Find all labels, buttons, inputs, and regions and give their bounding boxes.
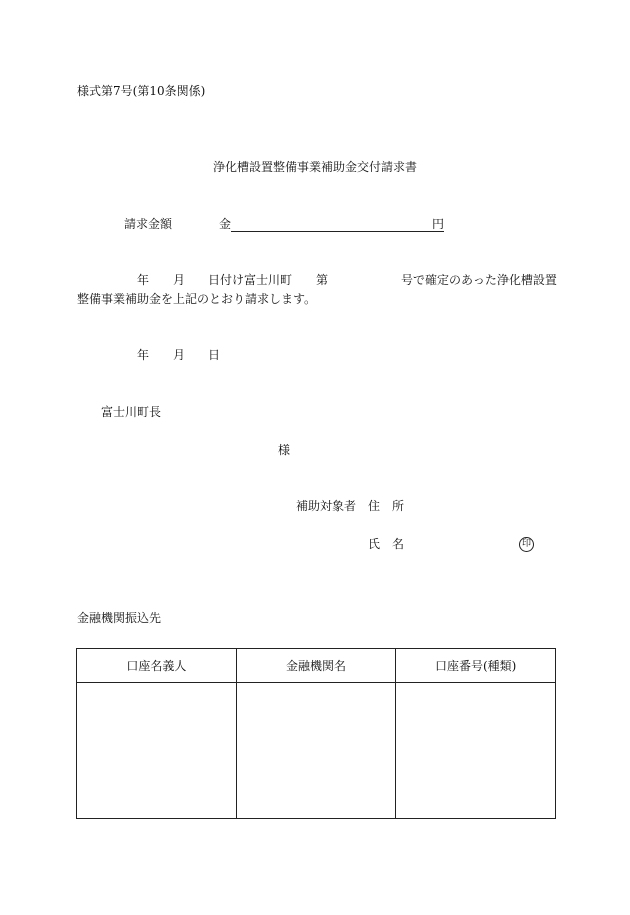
amount-label: 請求金額 [124,217,173,231]
bank-transfer-table [76,648,556,819]
date-year: 年 [137,348,150,362]
address-label: 住 所 [368,499,405,513]
body-date-text: 日付け富士川町 [208,273,293,287]
body-dai: 第 [316,273,329,287]
amount-prefix: 金 [219,217,232,231]
body-year: 年 [137,273,150,287]
addressee: 富士川町長 [101,405,162,419]
document-title: 浄化槽設置整備事業補助金交付請求書 [213,160,418,174]
body-line1-end: 号で確定のあった浄化槽設置 [401,273,557,287]
form-number-label: 様式第7号(第10条関係) [77,84,206,98]
amount-input-line[interactable] [231,218,444,232]
seal-mark: 印 [519,537,534,552]
header-account-holder: 口座名義人 [77,649,237,683]
bank-section-title: 金融機関振込先 [77,611,162,625]
amount-suffix: 円 [432,217,445,231]
date-month: 月 [173,348,186,362]
header-bank-name: 金融機関名 [236,649,396,683]
name-label: 氏 名 [368,537,405,551]
addressee-sama: 様 [278,443,291,457]
body-month: 月 [173,273,186,287]
cell-account-number[interactable] [396,683,556,819]
body-line2: 整備事業補助金を上記のとおり請求します。 [77,292,317,306]
applicant-label: 補助対象者 [296,499,357,513]
date-day: 日 [208,348,221,362]
cell-bank-name[interactable] [236,683,396,819]
cell-account-holder[interactable] [77,683,237,819]
header-account-number: 口座番号(種類) [396,649,556,683]
